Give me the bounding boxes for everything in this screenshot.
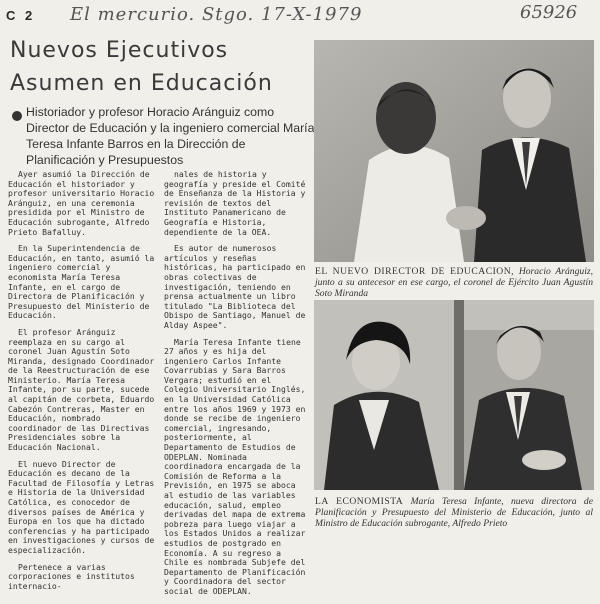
headline (10, 34, 305, 100)
handwritten-archive-code: 65926 (520, 2, 578, 23)
photo-handshake (314, 40, 594, 262)
photo-seated-image (314, 300, 594, 490)
handwritten-source-note: El mercurio. Stgo. 17-X-1979 (70, 4, 363, 25)
photo-caption-2 (315, 496, 593, 529)
paragraph: nales de historia y geografía y preside el Comité de Enseñanza de la Historia y revisión de textos del Instituto Panamericano de Geografía e Historia, dependiente de la OEA. (164, 169, 306, 237)
paragraph: Ayer asumió la Dirección de Educación el historiador y profesor universitario Horacio Aránguiz, en una ceremonia presidida por el Ministro de Educación subrogante, Alfredo Prieto Bafalluy. (8, 169, 155, 237)
headline-line-2: Asumen en Educación (10, 71, 273, 96)
article-column-1 (8, 170, 156, 598)
photo-handshake-image (314, 40, 594, 262)
subheadline: Historiador y profesor Horacio Aránguiz como Director de Educación y la ingeniero comercial María Teresa Infante Barros en la Dirección de Planificación y Presupuestos (26, 105, 315, 167)
paragraph: Es autor de numerosos artículos y reseñas históricas, ha participado en obras colectivas de investigación, teniendo en prensa actualmente un libro titulado "La Biblioteca del Obispo de Santiago, Manuel de Alday Aspee". (164, 243, 306, 330)
photo-caption-1 (315, 266, 593, 299)
article-column-2 (164, 170, 310, 604)
caption-text: María Teresa Infante, nueva directora de Planificación y Presupuesto del Ministerio de Educación, junto al Ministro de Educación subrogante, Alfredo Prieto (315, 496, 593, 529)
photo-seated (314, 300, 594, 490)
paragraph: El profesor Aránguiz reemplaza en su cargo al coronel Juan Agustín Soto Miranda, designado Coordinador de la Reestructuración de ese Ministerio. María Teresa Infante, por su parte, sucede al capitán de corbeta, Eduardo Cabezón Contreras, Master en Educación, nombrado coordinador de las Directivas Presidenciales sobre la Educación Nacional. (8, 326, 155, 453)
caption-text: Horacio Aránguiz, junto a su antecesor en ese cargo, el coronel de Ejército Juan Agustín Soto Miranda (315, 266, 593, 299)
headline-line-1: Nuevos Ejecutivos (10, 38, 229, 63)
bullet-icon (12, 111, 22, 121)
paragraph: Pertenece a varias corporaciones e institutos internacio- (8, 561, 135, 591)
caption-lead: EL NUEVO DIRECTOR DE EDUCACION, (315, 266, 515, 277)
page-number: C 2 (6, 8, 36, 23)
clipping-header (0, 4, 600, 32)
paragraph: En la Superintendencia de Educación, en tanto, asumió la ingeniero comercial y economista María Teresa Infante, en el cargo de Directora de Planificación y Presupuesto del Ministerio de Educación. (8, 243, 155, 321)
paragraph: El nuevo Director de Educación es decano de la Facultad de Filosofía y Letras e Historia de la Universidad Católica, es conocedor de diversos países de América y Europa en los que ha dictado conferencias y ha participado en investigaciones y cursos de especialización. (8, 458, 155, 555)
caption-lead: LA ECONOMISTA (315, 496, 404, 507)
paragraph: María Teresa Infante tiene 27 años y es hija del ingeniero Carlos Infante Covarrubias y Sara Barros Vergara; estudió en el Colegio Universitario Inglés, en la Universidad Católica entre los años 1969 y 1973 en donde se recibe de ingeniero comercial, ingresando, posteriormente, al Departamento de Estudios de ODEPLAN. Nominada coordinadora encargada de la Comisión de Reforma a la Previsión, en 1975 se aboca al estudio de las variables educación, salud, empleo derivadas del mapa de extrema pobreza para luego viajar a los Estados Unidos a realizar estudios de postgrado en Economía. A su regreso a Chile es nombrada Subjefe del Departamento de Planificación y Coordinadora del sector social de ODEPLAN. (164, 336, 306, 596)
